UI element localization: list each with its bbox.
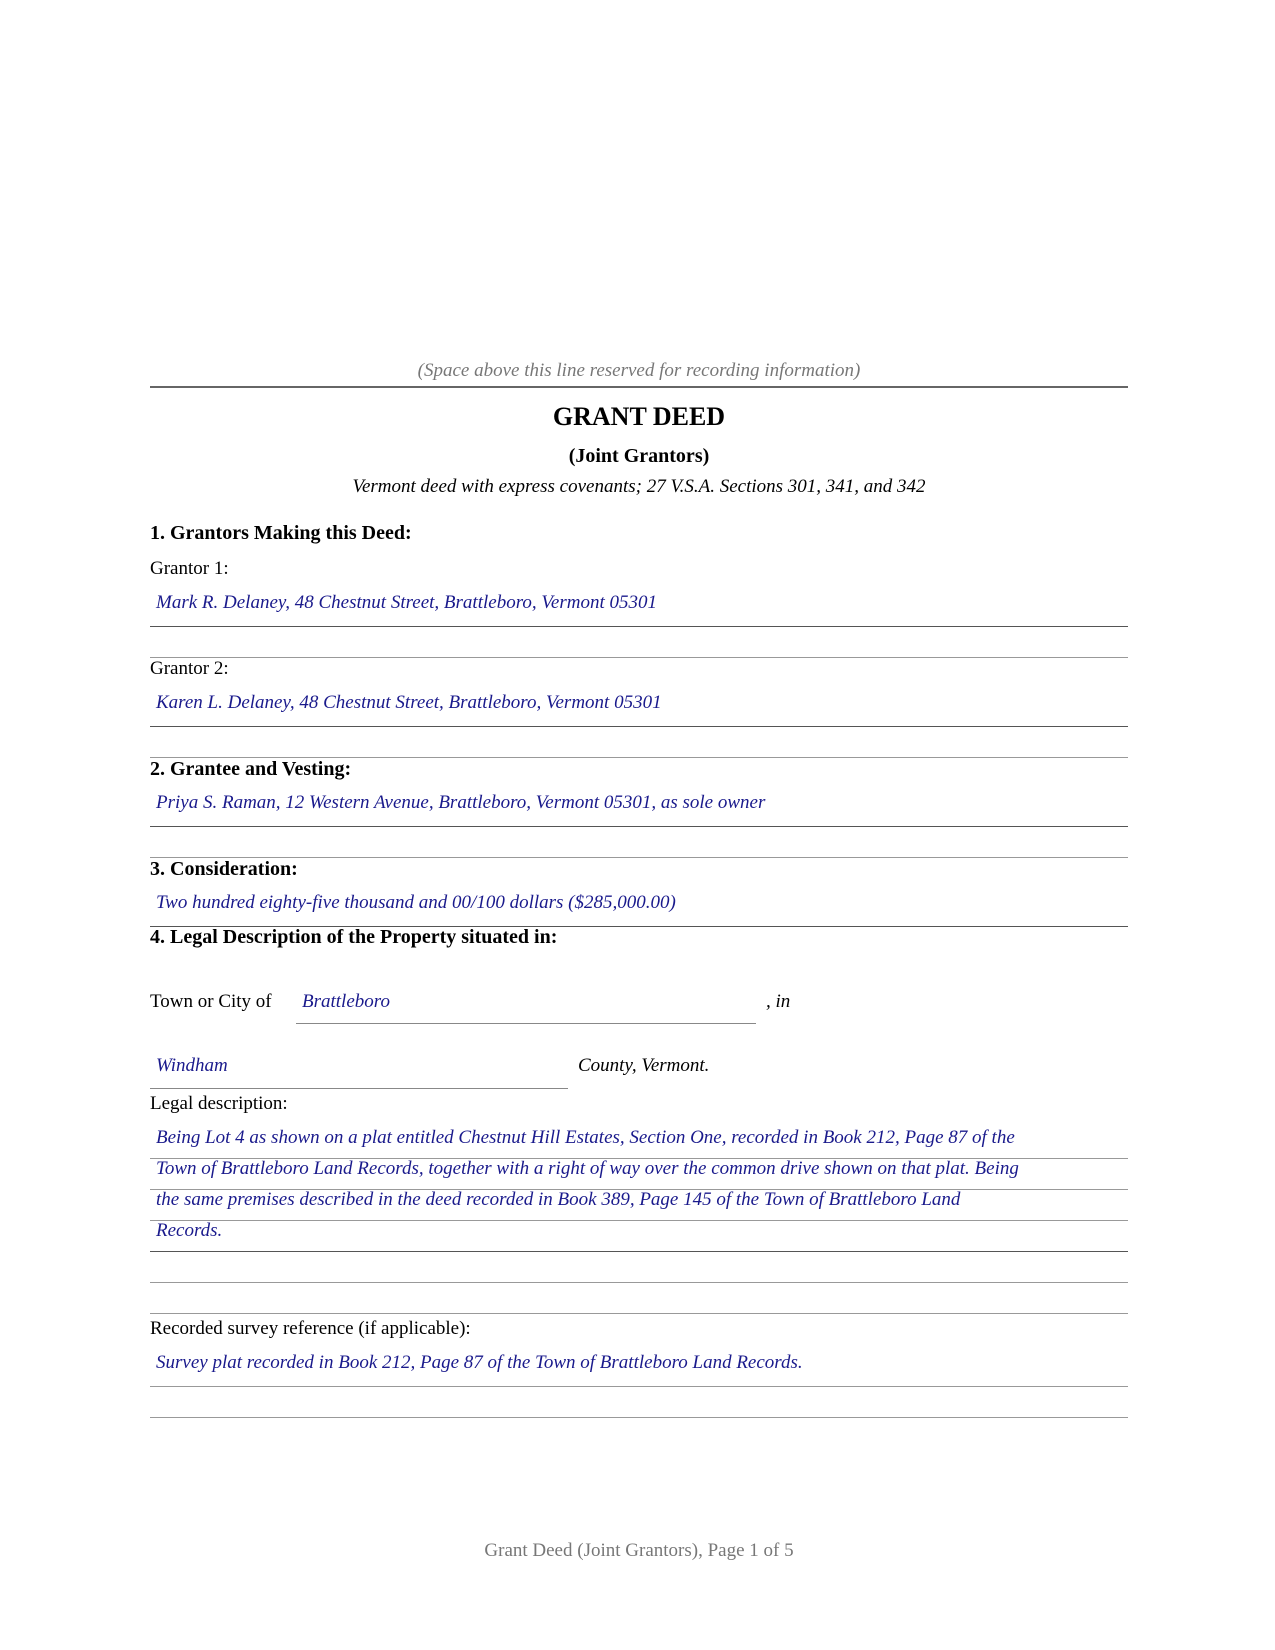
section-4-heading: 4. Legal Description of the Property situated in:: [150, 926, 558, 948]
county-suffix: County, Vermont.: [578, 1055, 710, 1076]
legal-rule: [150, 1220, 1128, 1221]
grantor-2-field[interactable]: Karen L. Delaney, 48 Chestnut Street, Brattleboro, Vermont 05301: [156, 692, 662, 713]
town-rule: [296, 1023, 756, 1024]
survey-extra-rule: [150, 1417, 1128, 1418]
consideration-field[interactable]: Two hundred eighty-five thousand and 00/100 dollars ($285,000.00): [156, 892, 676, 913]
statute-reference: Vermont deed with express covenants; 27 V.S.A. Sections 301, 341, and 342: [352, 476, 926, 497]
county-field[interactable]: Windham: [156, 1055, 228, 1076]
legal-description-field[interactable]: [150, 1125, 1128, 1255]
grantor-2-rule: [150, 726, 1128, 727]
grantor-1-field[interactable]: Mark R. Delaney, 48 Chestnut Street, Brattleboro, Vermont 05301: [156, 592, 657, 613]
legal-rule: [150, 1251, 1128, 1252]
grantor-1-extra-rule: [150, 657, 1128, 658]
county-rule: [150, 1088, 568, 1089]
town-suffix: , in: [766, 991, 791, 1012]
grantor-2-label: Grantor 2:: [150, 658, 229, 679]
grantee-field[interactable]: Priya S. Raman, 12 Western Avenue, Brattleboro, Vermont 05301, as sole owner: [156, 792, 766, 813]
survey-rule: [150, 1386, 1128, 1387]
recording-reserved-note: (Space above this line reserved for recording information): [417, 360, 861, 381]
section-2-heading: 2. Grantee and Vesting:: [150, 758, 352, 780]
legal-rule: [150, 1313, 1128, 1314]
grantor-1-rule: [150, 626, 1128, 627]
legal-rule: [150, 1158, 1128, 1159]
section-3-heading: 3. Consideration:: [150, 858, 298, 880]
legal-description-line: Town of Brattleboro Land Records, together with a right of way over the common drive shown on that plat. Being: [156, 1158, 1019, 1179]
legal-rule: [150, 1282, 1128, 1283]
legal-description-label: Legal description:: [150, 1093, 288, 1114]
grantee-rule: [150, 826, 1128, 827]
survey-reference-field[interactable]: Survey plat recorded in Book 212, Page 87 of the Town of Brattleboro Land Records.: [156, 1352, 803, 1373]
legal-description-line: Being Lot 4 as shown on a plat entitled Chestnut Hill Estates, Section One, recorded in Book 212, Page 87 of the: [156, 1127, 1015, 1148]
legal-description-line: the same premises described in the deed recorded in Book 389, Page 145 of the Town of Brattleboro Land: [156, 1189, 961, 1210]
section-1-heading: 1. Grantors Making this Deed:: [150, 522, 412, 544]
page-title: GRANT DEED: [552, 402, 726, 431]
page-footer: Grant Deed (Joint Grantors), Page 1 of 5: [484, 1540, 794, 1561]
survey-reference-label: Recorded survey reference (if applicable):: [150, 1318, 471, 1339]
town-field[interactable]: Brattleboro: [302, 991, 390, 1012]
legal-description-line: Records.: [156, 1220, 223, 1241]
recording-divider: [150, 386, 1128, 388]
legal-rule: [150, 1189, 1128, 1190]
grantor-1-label: Grantor 1:: [150, 558, 229, 579]
town-label: Town or City of: [150, 991, 272, 1012]
page-subtitle: (Joint Grantors): [568, 445, 710, 467]
